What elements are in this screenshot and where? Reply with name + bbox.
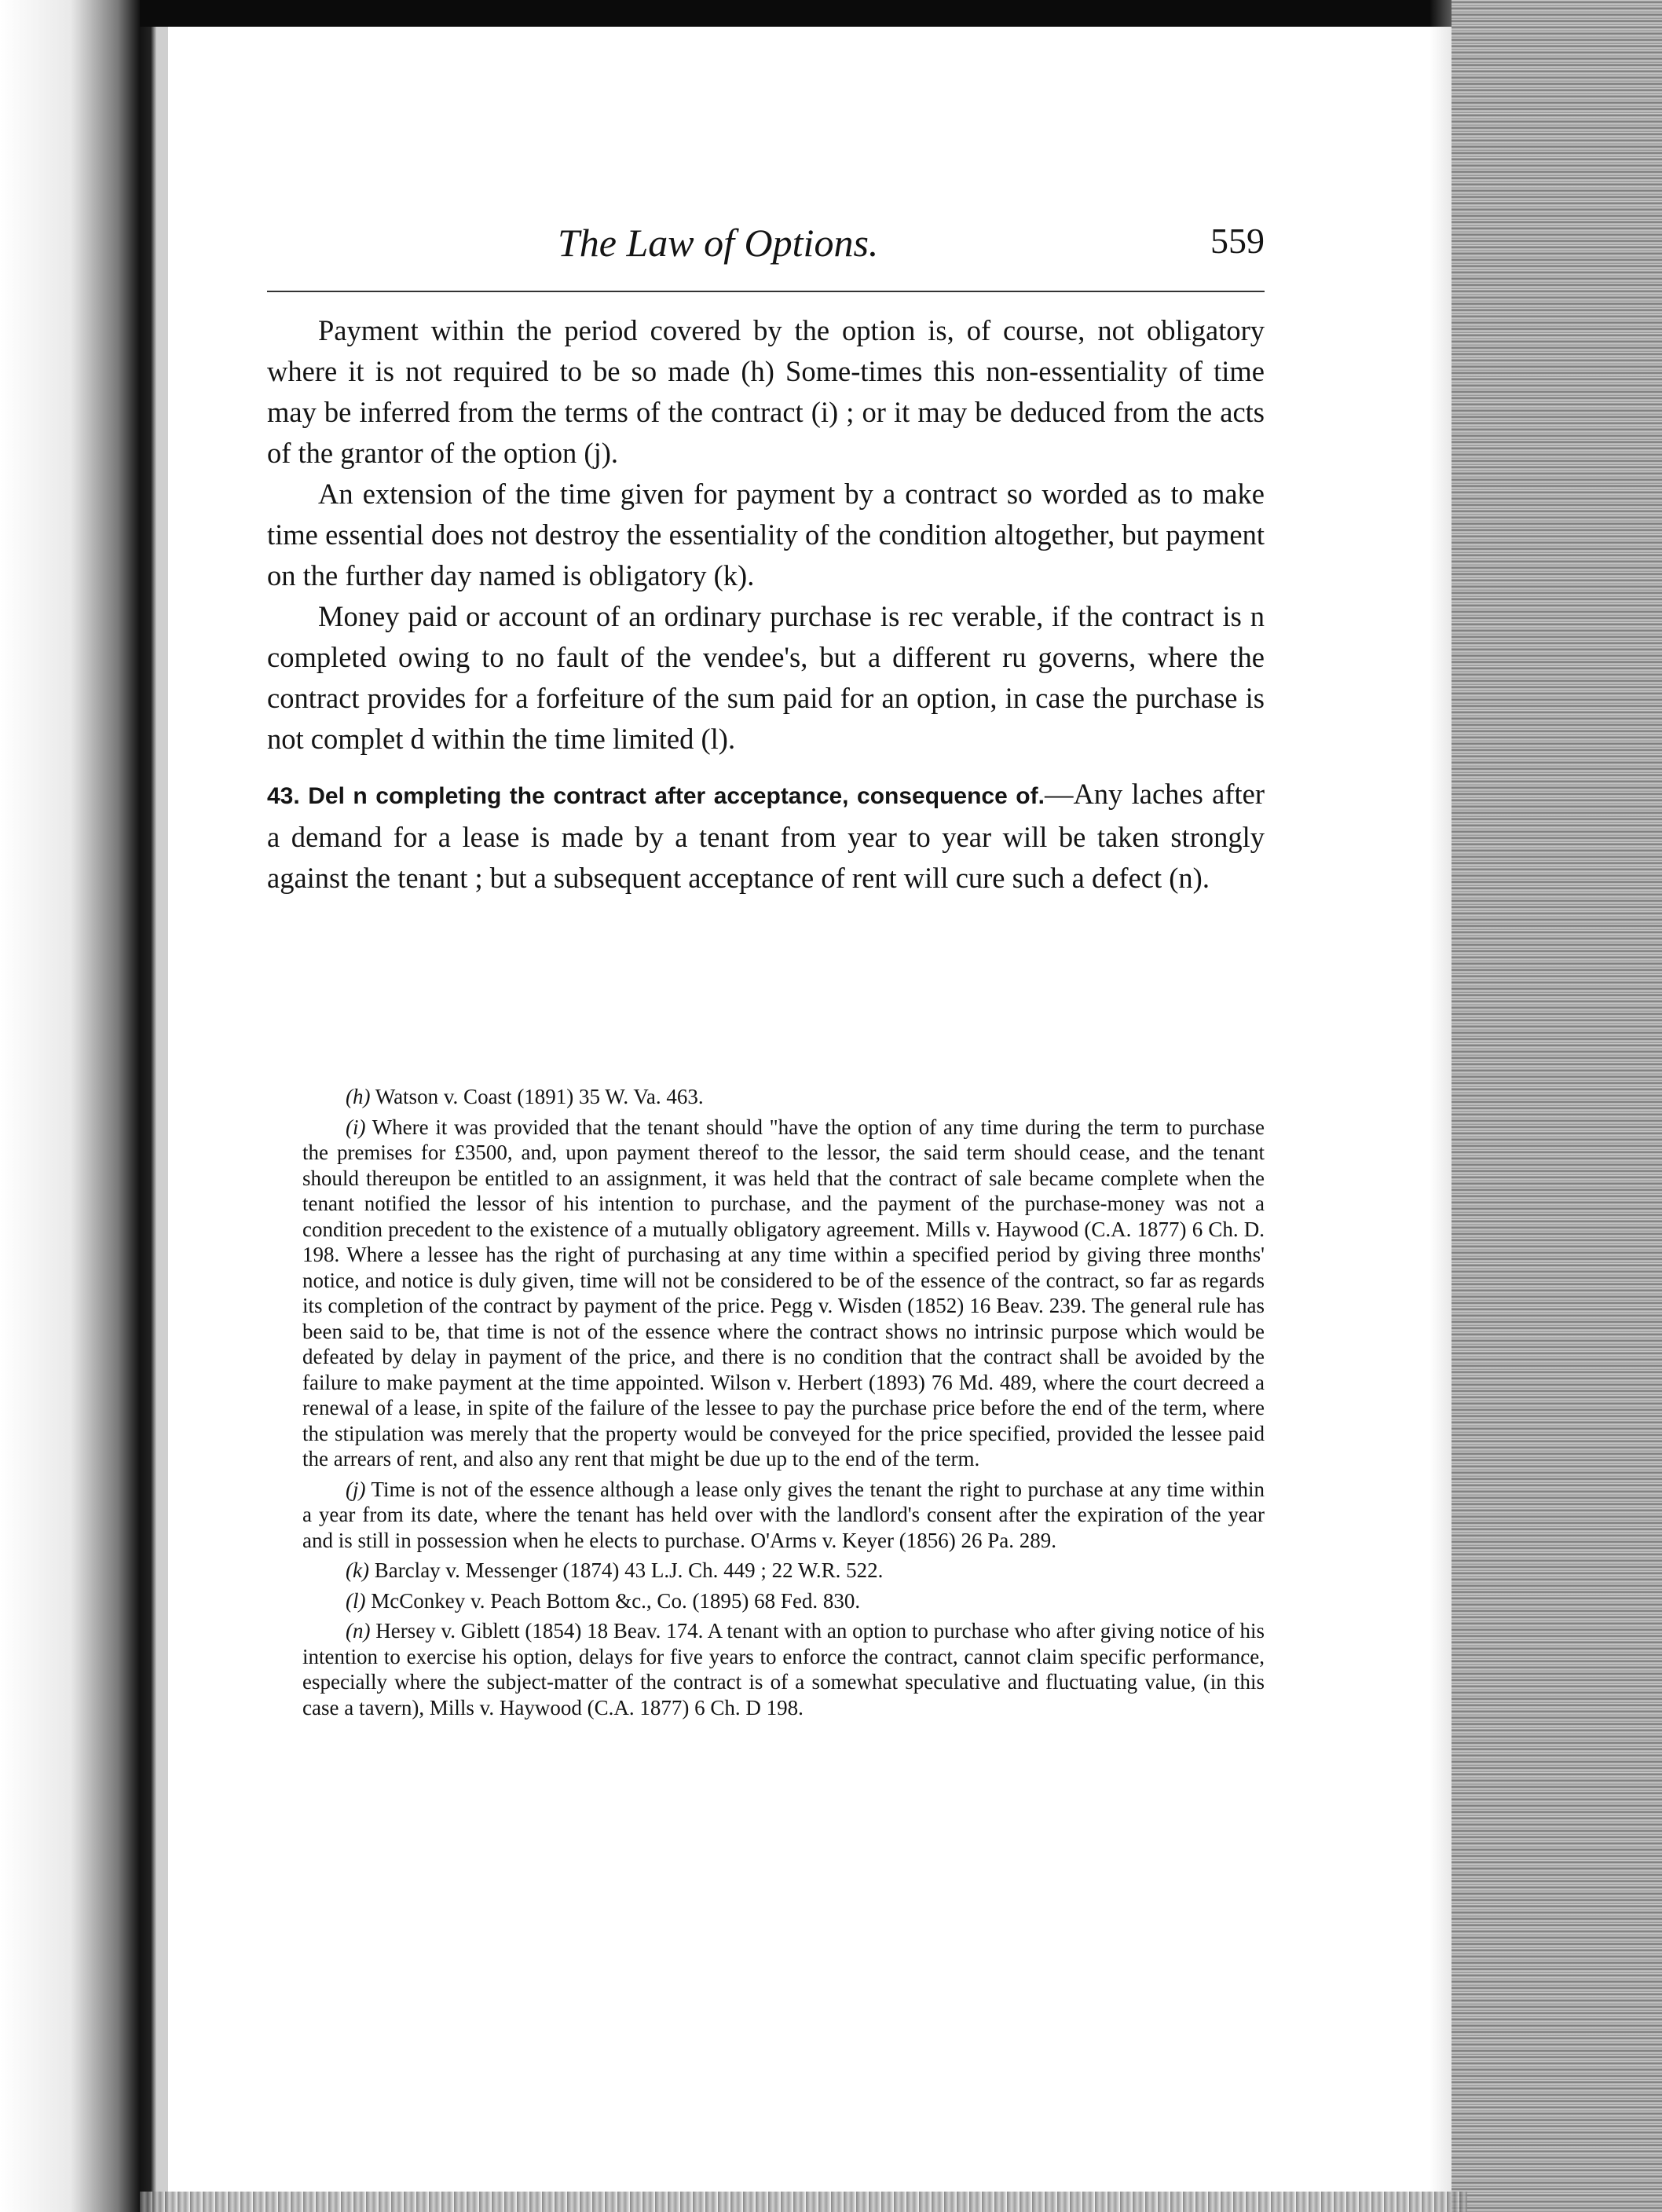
scan-right-edge	[1452, 0, 1662, 2212]
footnote	[302, 1588, 1265, 1614]
footnote	[302, 1618, 1265, 1720]
footnote-label: (i)	[346, 1115, 366, 1139]
footnote-label: (n)	[346, 1619, 371, 1643]
footnote-label: (k)	[346, 1558, 369, 1582]
footnotes	[302, 1084, 1265, 1720]
footnote-text: Time is not of the essence although a lease only gives the tenant the right to purchase at any time within a year from its date, where the tenant has held over with the landlord's consent after the expiration of the year and is still in possession when he elects to purchase. O'Arms v. Keyer (1856) 26 Pa. 289.	[302, 1477, 1265, 1552]
footnote-text: Barclay v. Messenger (1874) 43 L.J. Ch. 449 ; 22 W.R. 522.	[374, 1558, 884, 1582]
footnote	[302, 1084, 1265, 1110]
paragraph: Payment within the period covered by the option is, of course, not obligatory where it is not required to be so made (h) Some-times this non-essentiality of time may be inferred from the terms of the contract (i) ; or it may be deduced from the acts of the grantor of the option (j).	[267, 314, 1265, 469]
paragraph: An extension of the time given for payment by a contract so worded as to make time essential does not destroy the essentiality of the condition altogether, but payment on the further day named is obligatory (k).	[267, 478, 1265, 591]
running-header	[267, 220, 1265, 283]
section-heading: 43. Del n completing the contract after acceptance, consequence of.	[267, 783, 1045, 809]
footnote-text: Where it was provided that the tenant should "have the option of any time during the term to purchase the premises for £3500, and, upon payment thereof to the lessor, the said term should cease, and the tenant should thereupon be entitled to an assignment, it was held that the contract of sale became complete when the tenant notified the lessor of his intention to purchase, and the payment of the purchase-money was not a condition precedent to the existence of a mutually obligatory agreement. Mills v. Haywood (C.A. 1877) 6 Ch. D. 198. Where a lessee has the right of purchasing at any time within a specified period by giving three months' notice, and notice is duly given, time will not be considered to be of the essence of the contract, so far as regards its completion of the contract by payment of the price. Pegg v. Wisden (1852) 16 Beav. 239. The general rule has been said to be, that time is not of the essence where the contract shows no intrinsic purpose which would be defeated by delay in payment of the price, and there is no condition that the contract shall be avoided by the failure to make payment at the time appointed. Wilson v. Herbert (1893) 76 Md. 489, where the court decreed a renewal of a lease, in spite of the failure of the lessee to pay the purchase price before the end of the term, where the stipulation was merely that the property would be conveyed for the price specified, provided the lessee paid the arrears of rent, and also any rent that might be due up to the end of the term.	[302, 1115, 1265, 1470]
footnote	[302, 1477, 1265, 1554]
footnote-label: (l)	[346, 1588, 366, 1613]
footnote	[302, 1558, 1265, 1584]
section-text: —Any laches after a demand for a lease is made by a tenant from year to year will be taken strongly against the tenant ; but a subsequent acceptance of rent will cure such a defect (n).	[267, 778, 1265, 894]
body-text	[267, 310, 1265, 899]
footnote-text: Hersey v. Giblett (1854) 18 Beav. 174. A tenant with an option to purchase who after giving notice of his intention to exercise his option, delays for five years to enforce the contract, cannot claim specific performance, especially where the subject-matter of the contract is of a somewhat speculative and fluctuating value, (in this case a tavern), Mills v. Haywood (C.A. 1877) 6 Ch. D 198.	[302, 1619, 1265, 1719]
running-title: The Law of Options.	[558, 221, 879, 265]
footnote-text: McConkey v. Peach Bottom &c., Co. (1895) 68 Fed. 830.	[371, 1588, 861, 1613]
footnote-label: (j)	[346, 1477, 366, 1501]
footnote-text: Watson v. Coast (1891) 35 W. Va. 463.	[375, 1085, 704, 1108]
paragraph: Money paid or account of an ordinary purchase is rec verable, if the contract is n completed owing to no fault of the vendee's, but a different ru governs, where the contract provides for a forfeiture of the sum paid for an option, in case the purchase is not complet d within the time limited (l).	[267, 600, 1265, 755]
scan-top-edge	[140, 0, 1624, 27]
footnote-label: (h)	[346, 1085, 371, 1108]
scan-bottom-edge	[140, 2192, 1467, 2212]
scan-left-edge	[0, 0, 157, 2212]
footnote	[302, 1115, 1265, 1472]
header-rule	[267, 291, 1265, 292]
section-paragraph	[267, 774, 1265, 899]
scan-gutter	[157, 0, 168, 2212]
page-number: 559	[1210, 221, 1265, 261]
